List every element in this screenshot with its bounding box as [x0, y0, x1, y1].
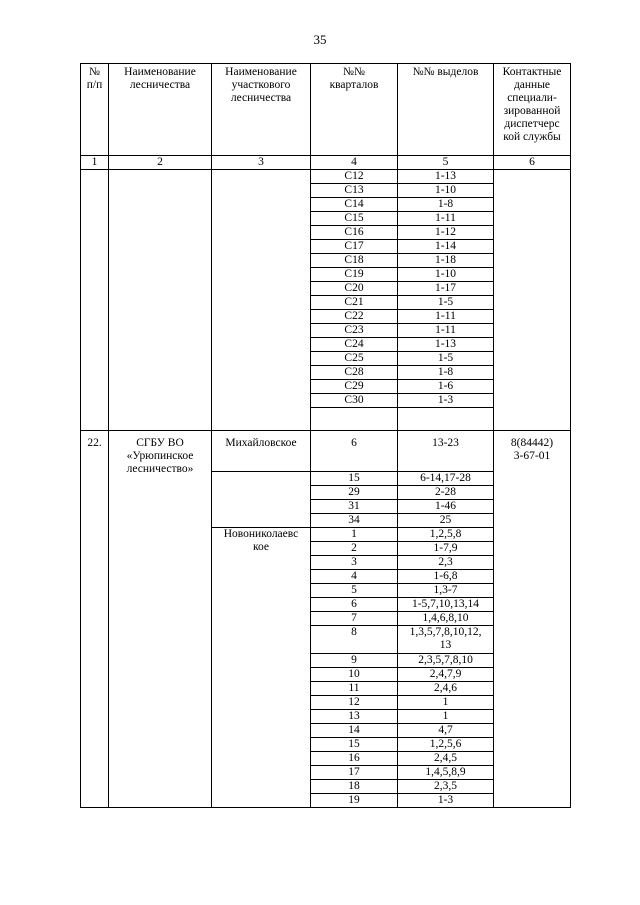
- section-cell: 1,4,6,8,10: [398, 612, 494, 626]
- section-cell: 2-28: [398, 486, 494, 500]
- section-cell: 2,4,6: [398, 682, 494, 696]
- quarter-cell: 19: [311, 794, 398, 808]
- entry-row: [81, 431, 571, 472]
- quarter-cell: 11: [311, 682, 398, 696]
- quarter-cell: 8: [311, 626, 398, 654]
- quarter-cell: 34: [311, 514, 398, 528]
- section-cell: 1-6: [398, 380, 494, 394]
- column-number: 1: [81, 156, 109, 170]
- section-cell: 1-18: [398, 254, 494, 268]
- quarter-cell: 18: [311, 780, 398, 794]
- quarter-cell: С12: [311, 170, 398, 184]
- section-cell: 2,3,5: [398, 780, 494, 794]
- section-cell: 1-3: [398, 794, 494, 808]
- quarter-cell: С30: [311, 394, 398, 408]
- section-cell: 1-11: [398, 212, 494, 226]
- quarter-cell: 16: [311, 752, 398, 766]
- section-cell: 1,3,5,7,8,10,12, 13: [398, 626, 494, 654]
- column-number: 3: [212, 156, 311, 170]
- quarter-cell: С29: [311, 380, 398, 394]
- section-cell: 2,4,7,9: [398, 668, 494, 682]
- quarter-cell: С25: [311, 352, 398, 366]
- section-cell: 1-14: [398, 240, 494, 254]
- section-cell: 1-5: [398, 296, 494, 310]
- column-number: 6: [494, 156, 571, 170]
- quarter-cell: 29: [311, 486, 398, 500]
- column-number: 2: [109, 156, 212, 170]
- header-sections: №№ выделов: [398, 64, 494, 156]
- section-cell: 1-17: [398, 282, 494, 296]
- quarter-cell: 5: [311, 584, 398, 598]
- page-number: 35: [313, 32, 327, 47]
- section-cell: 1,4,5,8,9: [398, 766, 494, 780]
- section-cell: 2,3: [398, 556, 494, 570]
- column-number-row: [81, 156, 571, 170]
- header-district: Наименование участкового лесничества: [212, 64, 311, 156]
- entry-number: 22.: [81, 431, 109, 808]
- section-cell: 1-10: [398, 184, 494, 198]
- section-cell: 1-3: [398, 394, 494, 408]
- quarter-cell: 4: [311, 570, 398, 584]
- table-body: [81, 156, 571, 808]
- section-cell: 1-11: [398, 324, 494, 338]
- quarter-cell: С16: [311, 226, 398, 240]
- section-cell: 1-46: [398, 500, 494, 514]
- quarter-cell: С18: [311, 254, 398, 268]
- section-cell: 1-8: [398, 198, 494, 212]
- quarter-cell: С21: [311, 296, 398, 310]
- quarter-cell: С19: [311, 268, 398, 282]
- quarter-cell: С22: [311, 310, 398, 324]
- quarter-cell: С20: [311, 282, 398, 296]
- table-header-row: [81, 64, 571, 156]
- table-row: [81, 170, 571, 184]
- quarter-cell: 12: [311, 696, 398, 710]
- quarter-cell: 2: [311, 542, 398, 556]
- quarter-cell: 6: [311, 598, 398, 612]
- contact-info: 8(84442) 3-67-01: [494, 431, 571, 808]
- header-forestry: Наименование лесничества: [109, 64, 212, 156]
- quarter-cell: С24: [311, 338, 398, 352]
- section-cell-empty: [398, 408, 494, 431]
- section-cell: 1,2,5,8: [398, 528, 494, 542]
- forestry-cell-empty: [109, 170, 212, 431]
- forestry-table: [80, 63, 571, 808]
- quarter-cell: С28: [311, 366, 398, 380]
- quarter-cell: С14: [311, 198, 398, 212]
- quarter-cell: С15: [311, 212, 398, 226]
- section-cell: 1-6,8: [398, 570, 494, 584]
- section-cell: 1-5,7,10,13,14: [398, 598, 494, 612]
- section-cell: 2,4,5: [398, 752, 494, 766]
- forestry-name: СГБУ ВО «Урюпинское лесничество»: [109, 431, 212, 808]
- quarter-cell: С13: [311, 184, 398, 198]
- district-name-mikhailovskoe: Михайловское: [212, 431, 311, 472]
- section-cell: 1-13: [398, 170, 494, 184]
- section-cell: 13-23: [398, 431, 494, 472]
- section-cell: 1-11: [398, 310, 494, 324]
- district-cell-empty: [212, 170, 311, 431]
- column-number: 5: [398, 156, 494, 170]
- contact-cell-empty: [494, 170, 571, 431]
- section-cell: 1: [398, 710, 494, 724]
- section-cell: 1-13: [398, 338, 494, 352]
- quarter-cell: 14: [311, 724, 398, 738]
- quarter-cell: 1: [311, 528, 398, 542]
- section-cell: 4,7: [398, 724, 494, 738]
- district-name-novonikolaevskoe: Новониколаевс кое: [212, 528, 311, 808]
- district-cell-empty: [212, 472, 311, 528]
- section-cell: 1: [398, 696, 494, 710]
- header-contacts: Контактные данные специали- зированной диспетчерс кой службы: [494, 64, 571, 156]
- quarter-cell: 15: [311, 738, 398, 752]
- quarter-cell: 10: [311, 668, 398, 682]
- quarter-cell: С17: [311, 240, 398, 254]
- section-cell: 1-5: [398, 352, 494, 366]
- quarter-cell: 15: [311, 472, 398, 486]
- quarter-cell: 9: [311, 654, 398, 668]
- quarter-cell: 6: [311, 431, 398, 472]
- section-cell: 1-8: [398, 366, 494, 380]
- section-cell: 2,3,5,7,8,10: [398, 654, 494, 668]
- quarter-cell: С23: [311, 324, 398, 338]
- section-cell: 1-12: [398, 226, 494, 240]
- quarter-cell: 3: [311, 556, 398, 570]
- section-cell: 1-10: [398, 268, 494, 282]
- quarter-cell: 31: [311, 500, 398, 514]
- section-cell: 1,3-7: [398, 584, 494, 598]
- section-cell: 6-14,17-28: [398, 472, 494, 486]
- header-num: № п/п: [81, 64, 109, 156]
- header-quarters: №№ кварталов: [311, 64, 398, 156]
- quarter-cell: 13: [311, 710, 398, 724]
- quarter-cell-empty: [311, 408, 398, 431]
- quarter-cell: 7: [311, 612, 398, 626]
- section-cell: 25: [398, 514, 494, 528]
- num-cell-empty: [81, 170, 109, 431]
- quarter-cell: 17: [311, 766, 398, 780]
- column-number: 4: [311, 156, 398, 170]
- section-cell: 1,2,5,6: [398, 738, 494, 752]
- section-cell: 1-7,9: [398, 542, 494, 556]
